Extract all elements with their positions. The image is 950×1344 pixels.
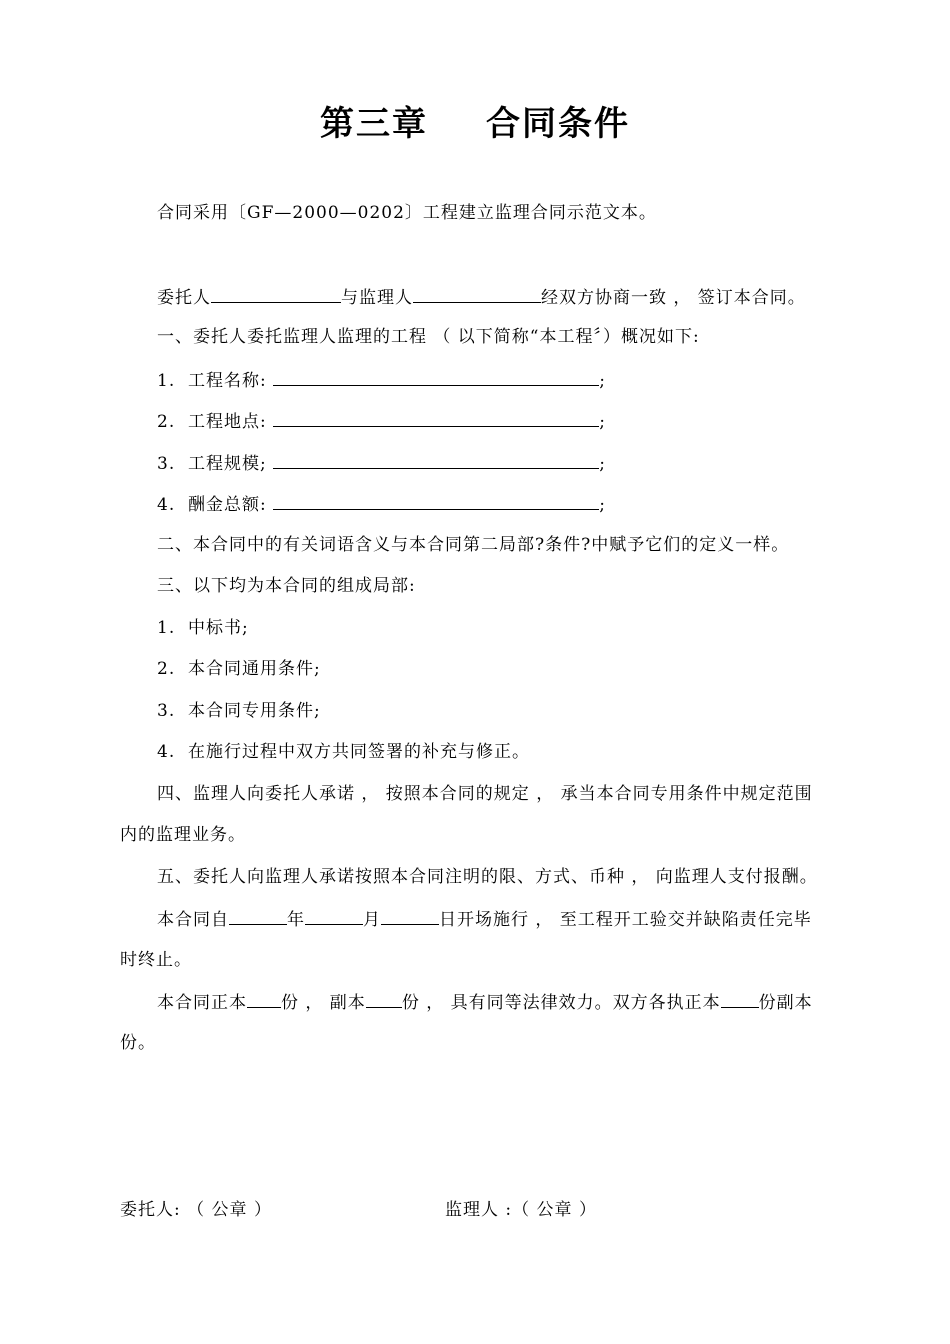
year-blank[interactable] [229,907,287,925]
component-item: 2. 本合同通用条件; [157,659,321,679]
project-item: 4. 酬金总额: ; [157,492,606,516]
project-item: 3. 工程规模; ; [157,451,606,475]
copies-line: 本合同正本 份 ， 副本 份 ， 具有同等法律效力。双方各执正本 份副本 [157,990,813,1014]
copy-count-blank[interactable] [366,990,402,1008]
project-scale-blank[interactable] [273,451,599,469]
month-blank[interactable] [305,907,363,925]
section-1-heading: 一、委托人委托监理人监理的工程 （ 以下简称“本工程〞）概况如下: [157,327,700,347]
parties-line: 委托人 与监理人 经双方协商一致 ， 签订本合同。 [157,285,806,309]
page-title [0,96,950,145]
client-seal-label: 委托人: （ 公章 ） [120,1200,272,1220]
day-blank[interactable] [381,907,439,925]
project-name-blank[interactable] [273,368,599,386]
component-item: 1. 中标书; [157,618,249,638]
section-2-text: 二、本合同中的有关词语含义与本合同第二局部?条件?中赋予它们的定义一样。 [157,535,790,555]
project-item: 1. 工程名称: ; [157,368,606,392]
title-text: 合同条件 [486,104,630,144]
component-item: 4. 在施行过程中双方共同签署的补充与修正。 [157,742,531,762]
project-item: 2. 工程地点: ; [157,409,606,433]
supervisor-seal-label: 监理人 :（ 公章 ） [445,1200,597,1220]
each-original-blank[interactable] [721,990,759,1008]
supervisor-blank[interactable] [413,285,541,303]
term-line: 本合同自 年 月 日开场施行 ， 至工程开工验交并缺陷责任完毕 [157,907,812,931]
original-count-blank[interactable] [247,990,281,1008]
section-5-text: 五、委托人向监理人承诺按照本合同注明的限、方式、币种 ， 向监理人支付报酬。 [157,867,818,887]
title-chapter: 第三章 [320,104,428,144]
section-4-text: 四、监理人向委托人承诺 ， 按照本合同的规定 ， 承当本合同专用条件中规定范围 [157,784,813,804]
intro-text: 合同采用〔GF—2000—0202〕工程建立监理合同示范文本。 [157,203,657,223]
section-4-text-cont: 内的监理业务。 [120,825,246,845]
fee-total-blank[interactable] [273,492,599,510]
copies-line-cont: 份。 [120,1033,156,1053]
project-location-blank[interactable] [273,409,599,427]
client-blank[interactable] [211,285,341,303]
component-item: 3. 本合同专用条件; [157,701,321,721]
section-3-heading: 三、以下均为本合同的组成局部: [157,576,416,596]
term-line-cont: 时终止。 [120,950,192,970]
